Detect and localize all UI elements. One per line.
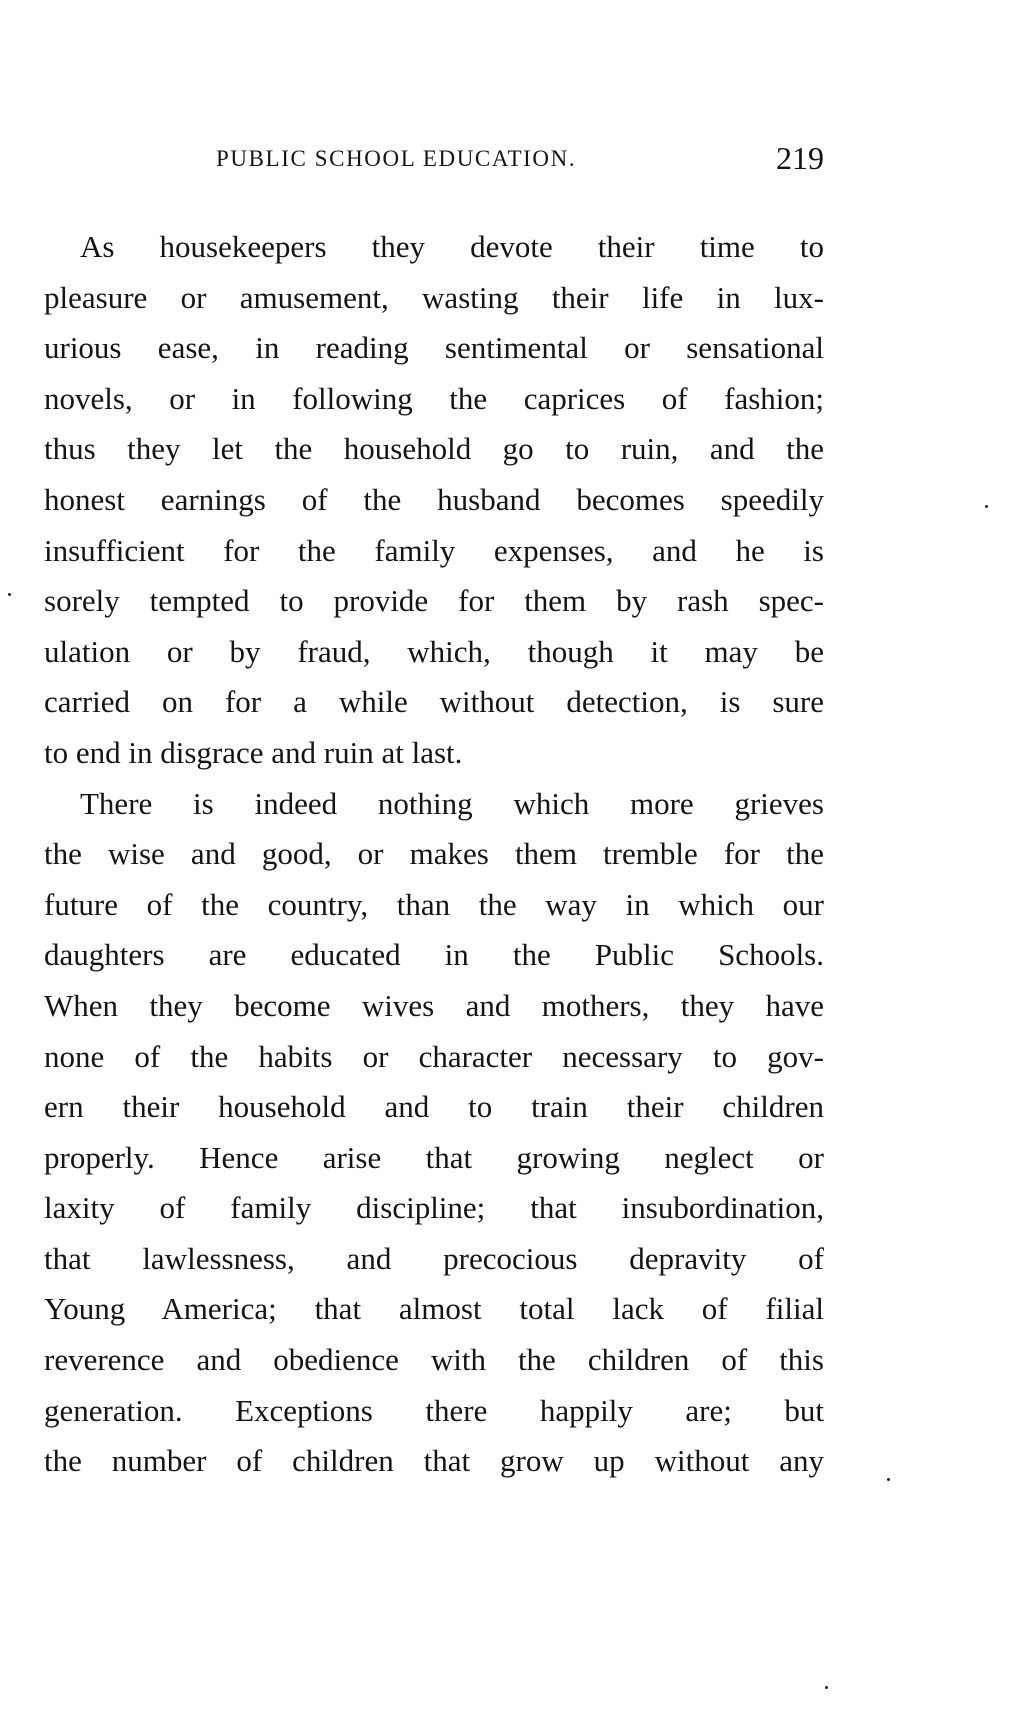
text-line: pleasure or amusement, wasting their life in lux-: [44, 279, 824, 315]
print-speck: [8, 593, 11, 596]
text-line: reverence and obedience with the children of this: [44, 1342, 824, 1378]
text-line: thus they let the household go to ruin, and the: [44, 431, 824, 467]
text-line: As housekeepers they devote their time to: [80, 229, 824, 264]
paragraph-1: [44, 222, 824, 779]
text-line: ern their household and to train their children: [44, 1089, 824, 1125]
body-text: [44, 222, 824, 1487]
text-line: generation. Exceptions there happily are; but: [44, 1392, 824, 1428]
text-line: sorely tempted to provide for them by rash spec-: [44, 583, 824, 619]
chapter-title: PUBLIC SCHOOL EDUCATION.: [216, 146, 577, 171]
text-line: that lawlessness, and precocious depravity of: [44, 1240, 824, 1276]
print-speck: [985, 505, 988, 508]
text-line: insufficient for the family expenses, and he is: [44, 532, 824, 568]
text-line: When they become wives and mothers, they have: [44, 987, 824, 1023]
text-line: future of the country, than the way in which our: [44, 886, 824, 922]
text-line: the wise and good, or makes them tremble for the: [44, 836, 824, 872]
text-line: laxity of family discipline; that insubordination,: [44, 1190, 824, 1226]
text-line: ulation or by fraud, which, though it may be: [44, 633, 824, 669]
page-number: 219: [776, 140, 824, 176]
text-line: honest earnings of the husband becomes speedily: [44, 481, 824, 517]
text-line: the number of children that grow up without any: [44, 1443, 824, 1479]
text-line: urious ease, in reading sentimental or sensational: [44, 330, 824, 366]
text-line: properly. Hence arise that growing neglect or: [44, 1139, 824, 1175]
text-line: Young America; that almost total lack of filial: [44, 1291, 824, 1327]
text-line: carried on for a while without detection, is sure: [44, 684, 824, 720]
paragraph-2: [44, 779, 824, 1487]
print-speck: [887, 1478, 890, 1481]
text-line: daughters are educated in the Public Schools.: [44, 937, 824, 973]
text-line: novels, or in following the caprices of fashion;: [44, 380, 824, 416]
print-speck: [825, 1686, 828, 1689]
running-header: [44, 140, 824, 180]
text-line: none of the habits or character necessary to gov-: [44, 1038, 824, 1074]
text-line: There is indeed nothing which more grieves: [80, 785, 824, 821]
text-line: to end in disgrace and ruin at last.: [44, 734, 463, 770]
